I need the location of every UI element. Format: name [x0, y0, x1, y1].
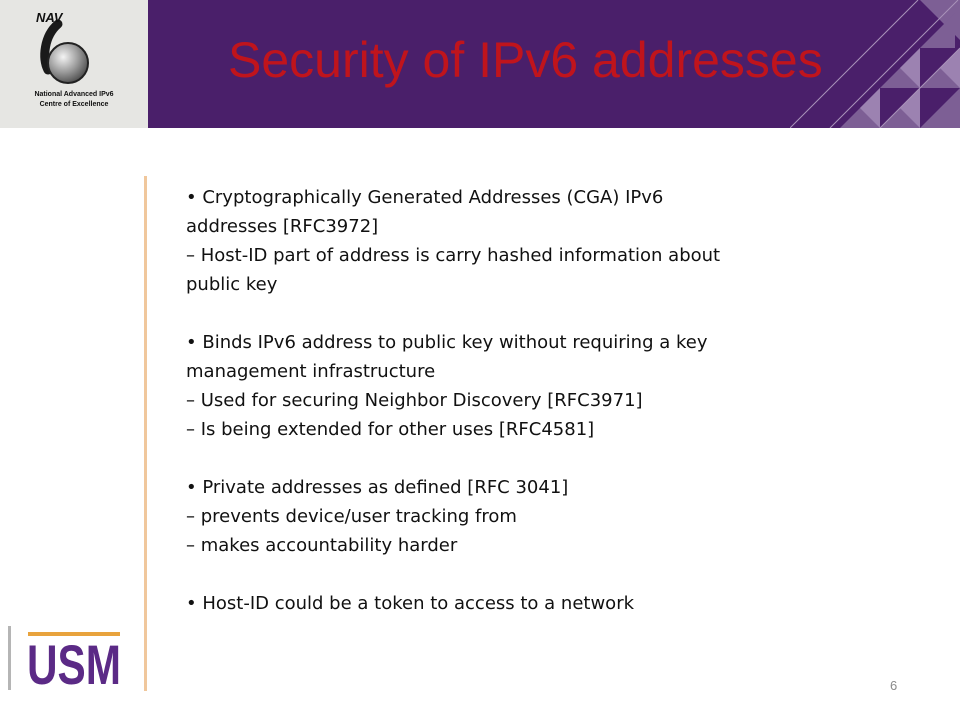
list-item [186, 183, 786, 299]
list-item-line: management infrastructure [186, 361, 436, 382]
list-item [186, 589, 786, 618]
list-item-line: public key [186, 274, 278, 295]
logo-line1: National Advanced IPv6 [34, 91, 114, 98]
list-item-line: – makes accountability harder [186, 535, 458, 556]
list-item [186, 328, 786, 444]
list-item [186, 473, 786, 560]
logo-line2: Centre of Excellence [39, 101, 109, 108]
nav6-logo [0, 0, 148, 128]
list-item-line: • Cryptographically Generated Addresses (CGA) IPv6 [186, 187, 664, 208]
list-item-line: • Private addresses as defined [RFC 3041] [186, 477, 569, 498]
usm-logo-text: USM [27, 633, 121, 696]
list-item-line: • Host-ID could be a token to access to a network [186, 593, 635, 614]
list-item-line: – Is being extended for other uses [RFC4581] [186, 419, 595, 440]
slide-title: Security of IPv6 addresses [228, 32, 823, 88]
logo-nav-text: NAV [36, 10, 63, 25]
bullet-list [186, 183, 786, 618]
usm-logo-graphic [0, 618, 140, 698]
nav6-logo-graphic [0, 0, 148, 128]
list-item-line: addresses [RFC3972] [186, 216, 379, 237]
list-item-line: – Host-ID part of address is carry hashed information about [186, 245, 721, 266]
slide-header [0, 0, 960, 128]
list-item-line: – Used for securing Neighbor Discovery [RFC3971] [186, 390, 643, 411]
usm-logo [0, 618, 140, 703]
vertical-divider [144, 176, 147, 691]
page-number: 6 [890, 678, 898, 693]
list-item-line: • Binds IPv6 address to public key without requiring a key [186, 332, 708, 353]
list-item-line: – prevents device/user tracking from [186, 506, 517, 527]
